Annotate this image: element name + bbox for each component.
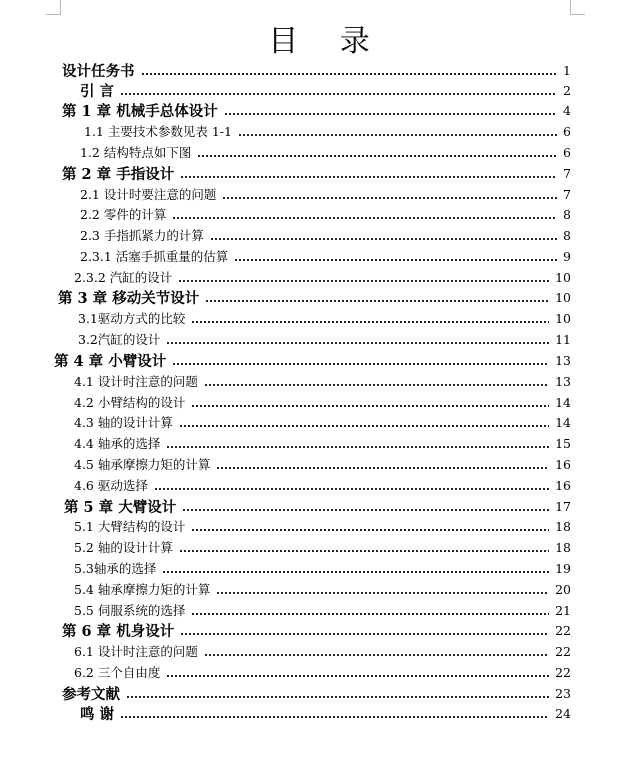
- toc-chapter-entry[interactable]: [62, 100, 571, 120]
- dot-leader: [166, 662, 549, 682]
- toc-entry-label: 3.2汽缸的设计: [78, 332, 161, 347]
- toc-entry-label: 1.1 主要技术参数见表 1-1: [84, 124, 232, 139]
- toc-entry-label: 5.5 伺服系统的选择: [74, 603, 186, 618]
- dot-leader: [191, 308, 549, 328]
- dot-leader: [166, 329, 549, 349]
- toc-entry-label: 4.6 驱动选择: [74, 478, 148, 493]
- toc-entry-label: 参考文献: [62, 685, 120, 703]
- dot-leader: [180, 163, 557, 183]
- dot-leader: [166, 433, 549, 453]
- toc-entry-label: 2.3.1 活塞手抓重量的估算: [80, 249, 229, 264]
- toc-section-entry[interactable]: [74, 267, 571, 287]
- dot-leader: [216, 579, 549, 599]
- toc-page-number: 13: [555, 373, 571, 389]
- dot-leader: [126, 683, 549, 703]
- toc-entry-label: 2.3.2 汽缸的设计: [74, 270, 173, 285]
- toc-entry-label: 3.1驱动方式的比较: [78, 311, 186, 326]
- toc-entry-label: 第 2 章 手指设计: [62, 165, 175, 183]
- dot-leader: [238, 121, 557, 141]
- toc-entry-label: 引 言: [80, 82, 115, 100]
- toc-chapter-entry[interactable]: [64, 496, 571, 516]
- toc-page-number: 22: [555, 622, 571, 638]
- dot-leader: [191, 392, 549, 412]
- toc-chapter-entry[interactable]: [80, 80, 571, 100]
- toc-page-number: 6: [563, 123, 571, 139]
- toc-page-number: 15: [555, 435, 571, 451]
- toc-section-entry[interactable]: [74, 412, 571, 432]
- toc-chapter-entry[interactable]: [62, 163, 571, 183]
- toc-page-number: 11: [555, 331, 571, 347]
- toc-entry-label: 4.1 设计时注意的问题: [74, 374, 198, 389]
- dot-leader: [224, 100, 557, 120]
- toc-page-number: 10: [555, 269, 571, 285]
- toc-chapter-entry[interactable]: [54, 350, 571, 370]
- toc-page-number: 8: [563, 227, 571, 243]
- toc-section-entry[interactable]: [80, 246, 571, 266]
- toc-page-number: 1: [563, 62, 571, 78]
- toc-section-entry[interactable]: [74, 454, 571, 474]
- toc-page-number: 19: [555, 560, 571, 576]
- toc-entry-label: 6.2 三个自由度: [74, 665, 161, 680]
- toc-section-entry[interactable]: [84, 121, 571, 141]
- dot-leader: [120, 703, 549, 723]
- toc-chapter-entry[interactable]: [62, 683, 571, 703]
- toc-page-number: 8: [563, 206, 571, 222]
- toc-chapter-entry[interactable]: [80, 703, 571, 723]
- dot-leader: [205, 287, 549, 307]
- toc-page-number: 4: [563, 102, 571, 118]
- toc-section-entry[interactable]: [78, 329, 571, 349]
- toc-entry-label: 2.1 设计时要注意的问题: [80, 187, 217, 202]
- toc-page-number: 22: [555, 643, 571, 659]
- toc-page-number: 18: [555, 518, 571, 534]
- toc-entry-label: 5.3轴承的选择: [74, 561, 157, 576]
- dot-leader: [204, 641, 549, 661]
- toc-page-number: 20: [555, 581, 571, 597]
- dot-leader: [204, 371, 549, 391]
- toc-section-entry[interactable]: [74, 579, 571, 599]
- toc-entry-label: 4.3 轴的设计计算: [74, 415, 173, 430]
- toc-page-number: 22: [555, 664, 571, 680]
- toc-page-number: 23: [555, 685, 571, 701]
- toc-entry-label: 5.1 大臂结构的设计: [74, 519, 186, 534]
- toc-section-entry[interactable]: [74, 392, 571, 412]
- dot-leader: [179, 412, 549, 432]
- toc-page-number: 2: [563, 82, 571, 98]
- toc-entry-label: 第 5 章 大臂设计: [64, 498, 177, 516]
- toc-section-entry[interactable]: [74, 641, 571, 661]
- toc-section-entry[interactable]: [74, 371, 571, 391]
- toc-section-entry[interactable]: [74, 558, 571, 578]
- toc-page-number: 7: [563, 186, 571, 202]
- dot-leader: [197, 142, 557, 162]
- dot-leader: [234, 246, 557, 266]
- dot-leader: [178, 267, 549, 287]
- dot-leader: [191, 516, 549, 536]
- toc-page-number: 9: [563, 248, 571, 264]
- toc-section-entry[interactable]: [74, 516, 571, 536]
- toc-section-entry[interactable]: [74, 537, 571, 557]
- toc-entry-label: 4.5 轴承摩擦力矩的计算: [74, 457, 211, 472]
- toc-section-entry[interactable]: [74, 600, 571, 620]
- toc-page-number: 6: [563, 144, 571, 160]
- toc-section-entry[interactable]: [74, 433, 571, 453]
- toc-entry-label: 鸣 谢: [80, 705, 115, 723]
- crop-mark-top-left: [46, 0, 61, 15]
- toc-page-number: 7: [563, 165, 571, 181]
- toc-page-number: 24: [555, 705, 571, 721]
- toc-entry-label: 4.4 轴承的选择: [74, 436, 161, 451]
- toc-page-number: 18: [555, 539, 571, 555]
- toc-entry-label: 5.4 轴承摩擦力矩的计算: [74, 582, 211, 597]
- dot-leader: [180, 620, 549, 640]
- crop-mark-top-right: [570, 0, 585, 15]
- dot-leader: [120, 80, 557, 100]
- toc-page-number: 14: [555, 394, 571, 410]
- dot-leader: [210, 225, 557, 245]
- dot-leader: [216, 454, 549, 474]
- toc-section-entry[interactable]: [80, 225, 571, 245]
- toc-entry-label: 第 1 章 机械手总体设计: [62, 102, 218, 120]
- toc-page-number: 13: [555, 352, 571, 368]
- toc-chapter-entry[interactable]: [62, 60, 571, 80]
- toc-section-entry[interactable]: [80, 204, 571, 224]
- toc-entry-label: 4.2 小臂结构的设计: [74, 395, 186, 410]
- dot-leader: [141, 60, 558, 80]
- dot-leader: [191, 600, 549, 620]
- toc-section-entry[interactable]: [74, 662, 571, 682]
- toc-chapter-entry[interactable]: [58, 287, 571, 307]
- toc-entry-label: 5.2 轴的设计计算: [74, 540, 173, 555]
- toc-page-number: 14: [555, 414, 571, 430]
- toc-entry-label: 2.3 手指抓紧力的计算: [80, 228, 204, 243]
- toc-entry-label: 第 4 章 小臂设计: [54, 352, 167, 370]
- toc-chapter-entry[interactable]: [62, 620, 571, 640]
- toc-page-number: 21: [555, 602, 571, 618]
- toc-page-number: 16: [555, 456, 571, 472]
- toc-title: 目 录: [268, 24, 386, 59]
- dot-leader: [154, 475, 549, 495]
- dot-leader: [179, 537, 549, 557]
- toc-section-entry[interactable]: [74, 475, 571, 495]
- toc-page-number: 10: [555, 289, 571, 305]
- dot-leader: [222, 184, 557, 204]
- dot-leader: [172, 350, 549, 370]
- toc-page-number: 10: [555, 310, 571, 326]
- toc-page-number: 17: [555, 498, 571, 514]
- toc-entry-label: 第 6 章 机身设计: [62, 622, 175, 640]
- toc-entry-label: 6.1 设计时注意的问题: [74, 644, 198, 659]
- toc-section-entry[interactable]: [80, 184, 571, 204]
- toc-page-number: 16: [555, 477, 571, 493]
- toc-section-entry[interactable]: [80, 142, 571, 162]
- toc-entry-label: 第 3 章 移动关节设计: [58, 289, 200, 307]
- toc-section-entry[interactable]: [78, 308, 571, 328]
- toc-entry-label: 1.2 结构特点如下图: [80, 145, 192, 160]
- dot-leader: [182, 496, 549, 516]
- toc-entry-label: 2.2 零件的计算: [80, 207, 167, 222]
- dot-leader: [172, 204, 557, 224]
- dot-leader: [162, 558, 549, 578]
- toc-entry-label: 设计任务书: [62, 62, 135, 80]
